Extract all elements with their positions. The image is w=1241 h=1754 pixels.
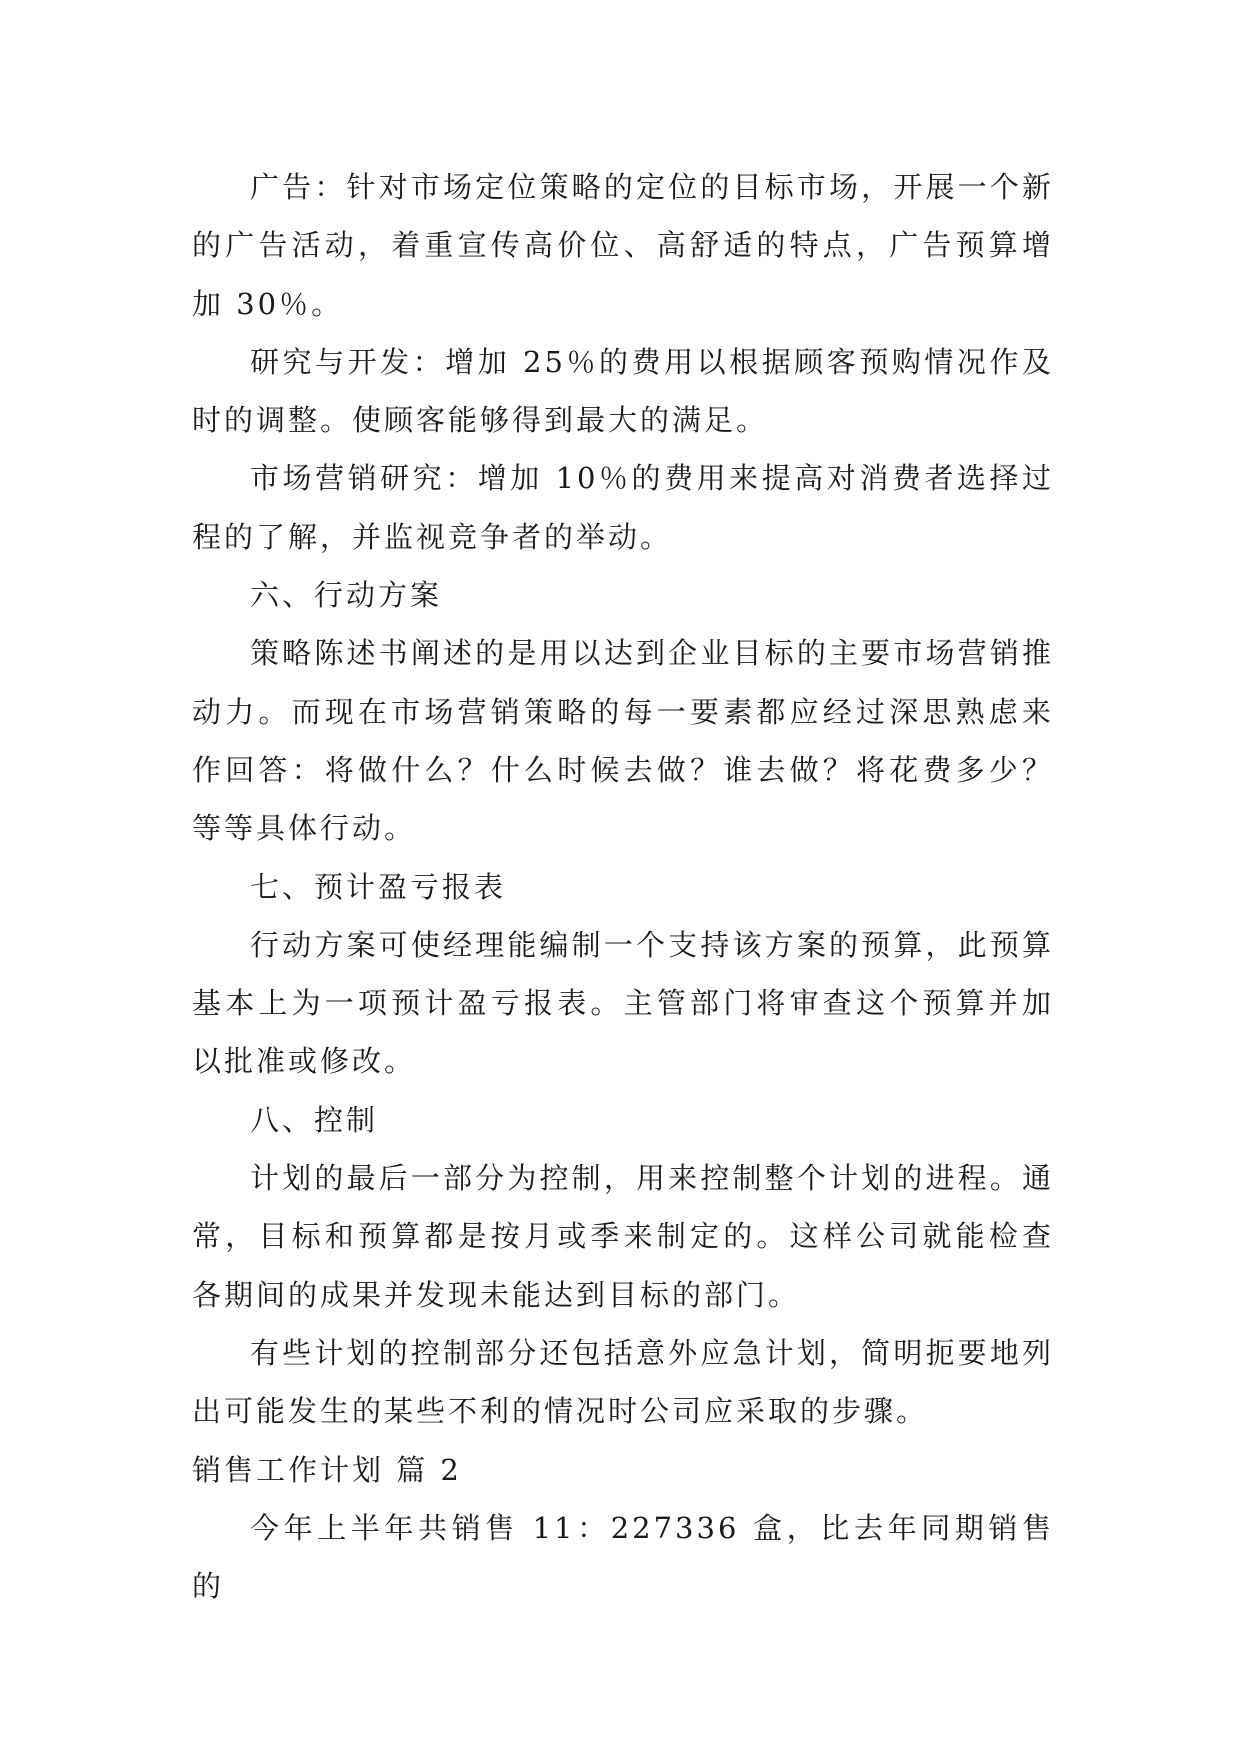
section-heading-action-plan: 六、行动方案 xyxy=(250,578,443,613)
paragraph-profit-loss: 行动方案可使经理能编制一个支持该方案的预算，此预算基本上为一项预计盈亏报表。主管部门将审查这个预算并加以批准或修改。 xyxy=(192,927,1054,1079)
paragraph-marketing-research: 市场营销研究：增加 10％的费用来提高对消费者选择过程的了解，并监视竞争者的举动。 xyxy=(192,461,1054,554)
paragraph-research-development: 研究与开发：增加 25％的费用以根据顾客预购情况作及时的调整。使顾客能够得到最大的满足。 xyxy=(192,344,1054,438)
section-heading-control: 八、控制 xyxy=(250,1102,379,1137)
document-body xyxy=(192,158,1054,1615)
paragraph-advertising: 广告：针对市场定位策略的定位的目标市场，开展一个新的广告活动，着重宣传高价位、高舒适的特点，广告预算增加 30％。 xyxy=(192,170,1054,321)
paragraph-contingency: 有些计划的控制部分还包括意外应急计划，简明扼要地列出可能发生的某些不利的情况时公司应采取的步骤。 xyxy=(192,1335,1054,1429)
paragraph-action-plan: 策略陈述书阐述的是用以达到企业目标的主要市场营销推动力。而现在市场营销策略的每一要素都应经过深思熟虑来作回答：将做什么？什么时候去做？谁去做？将花费多少？等等具体行动。 xyxy=(192,636,1054,846)
article-heading-sales-plan-2: 销售工作计划 篇 2 xyxy=(192,1452,462,1487)
paragraph-control: 计划的最后一部分为控制，用来控制整个计划的进程。通常，目标和预算都是按月或季来制定的。这样公司就能检查各期间的成果并发现未能达到目标的部门。 xyxy=(192,1161,1054,1312)
section-heading-profit-loss: 七、预计盈亏报表 xyxy=(250,869,507,904)
paragraph-sales-summary: 今年上半年共销售 11：227336 盒，比去年同期销售的 xyxy=(192,1510,1054,1604)
